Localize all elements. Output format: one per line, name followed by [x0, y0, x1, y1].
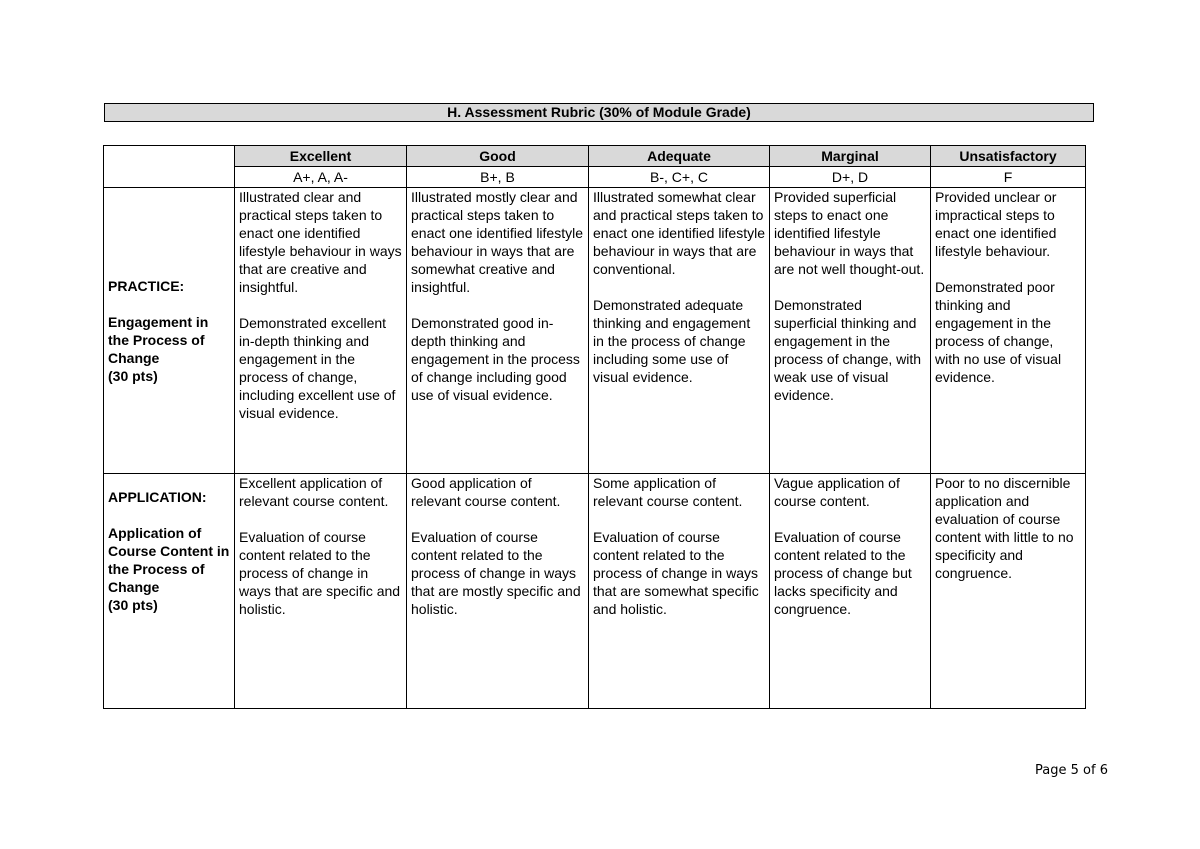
grade-adequate: B-, C+, C	[589, 167, 770, 188]
descriptor-text: Demonstrated good in-depth thinking and engagement in the process of change including good use of visual evidence.	[411, 315, 580, 403]
grade-unsatisfactory: F	[931, 167, 1086, 188]
grade-row	[104, 167, 1086, 188]
descriptor-text: Evaluation of course content related to the process of change in ways that are specific and holistic.	[239, 529, 401, 617]
criterion-points: (30 pts)	[108, 367, 158, 384]
application-marginal-cell	[770, 474, 931, 709]
descriptor-text: Illustrated clear and practical steps taken to enact one identified lifestyle behaviour in ways that are creative and insightful.	[239, 189, 402, 295]
application-good-cell	[407, 474, 589, 709]
corner-cell	[104, 146, 235, 188]
level-unsatisfactory: Unsatisfactory	[931, 146, 1086, 167]
descriptor-text: Provided unclear or impractical steps to enact one identified lifestyle behaviour.	[935, 189, 1057, 259]
descriptor-text: Demonstrated superficial thinking and engagement in the process of change, with weak use of visual evidence.	[774, 297, 922, 403]
descriptor-text: Evaluation of course content related to the process of change but lacks specificity and congruence.	[774, 529, 912, 617]
criterion-points: (30 pts)	[108, 597, 158, 613]
criterion-description: Application of Course Content in the Process of Change	[108, 525, 230, 595]
application-unsatisfactory-cell	[931, 474, 1086, 709]
page-number: Page 5 of 6	[1035, 763, 1108, 778]
criterion-application	[104, 474, 235, 709]
grade-good: B+, B	[407, 167, 589, 188]
descriptor-text: Excellent application of relevant course content.	[239, 475, 389, 509]
practice-unsatisfactory-cell	[931, 188, 1086, 474]
application-adequate-cell	[589, 474, 770, 709]
descriptor-text: Good application of relevant course content.	[411, 475, 561, 509]
descriptor-text: Evaluation of course content related to the process of change in ways that are mostly specific and holistic.	[411, 529, 581, 617]
descriptor-text: Some application of relevant course content.	[593, 475, 743, 509]
criterion-practice	[104, 188, 235, 474]
descriptor-text: Demonstrated adequate thinking and engagement in the process of change including some use of visual evidence.	[593, 297, 751, 385]
application-excellent-cell	[235, 474, 407, 709]
descriptor-text: Provided superficial steps to enact one identified lifestyle behaviour in ways that are not well thought-out.	[774, 189, 925, 277]
descriptor-text: Vague application of course content.	[774, 475, 900, 509]
level-header-row	[104, 146, 1086, 167]
practice-marginal-cell	[770, 188, 931, 474]
level-adequate: Adequate	[589, 146, 770, 167]
criterion-description: Engagement in the Process of Change	[108, 313, 209, 366]
descriptor-text: Poor to no discernible application and evaluation of course content with little to no specificity and congruence.	[935, 475, 1074, 581]
descriptor-text: Demonstrated excellent in-depth thinking and engagement in the process of change, including excellent use of visual evidence.	[239, 315, 396, 421]
criterion-row-application	[104, 474, 1086, 709]
level-good: Good	[407, 146, 589, 167]
criterion-name: APPLICATION:	[108, 489, 207, 505]
descriptor-text: Evaluation of course content related to the process of change in ways that are somewhat specific and holistic.	[593, 529, 759, 617]
assessment-rubric-table	[103, 145, 1086, 709]
practice-adequate-cell	[589, 188, 770, 474]
descriptor-text: Illustrated somewhat clear and practical steps taken to enact one identified lifestyle behaviour in ways that are conventional.	[593, 189, 765, 277]
practice-good-cell	[407, 188, 589, 474]
criterion-name: PRACTICE:	[108, 277, 185, 294]
level-marginal: Marginal	[770, 146, 931, 167]
level-excellent: Excellent	[235, 146, 407, 167]
section-title: H. Assessment Rubric (30% of Module Grade)	[104, 103, 1094, 122]
grade-excellent: A+, A, A-	[235, 167, 407, 188]
practice-excellent-cell	[235, 188, 407, 474]
grade-marginal: D+, D	[770, 167, 931, 188]
descriptor-text: Illustrated mostly clear and practical steps taken to enact one identified lifestyle behaviour in ways that are somewhat creative and insightful.	[411, 189, 583, 295]
criterion-row-practice	[104, 188, 1086, 474]
descriptor-text: Demonstrated poor thinking and engagement in the process of change, with no use of visual evidence.	[935, 279, 1062, 385]
